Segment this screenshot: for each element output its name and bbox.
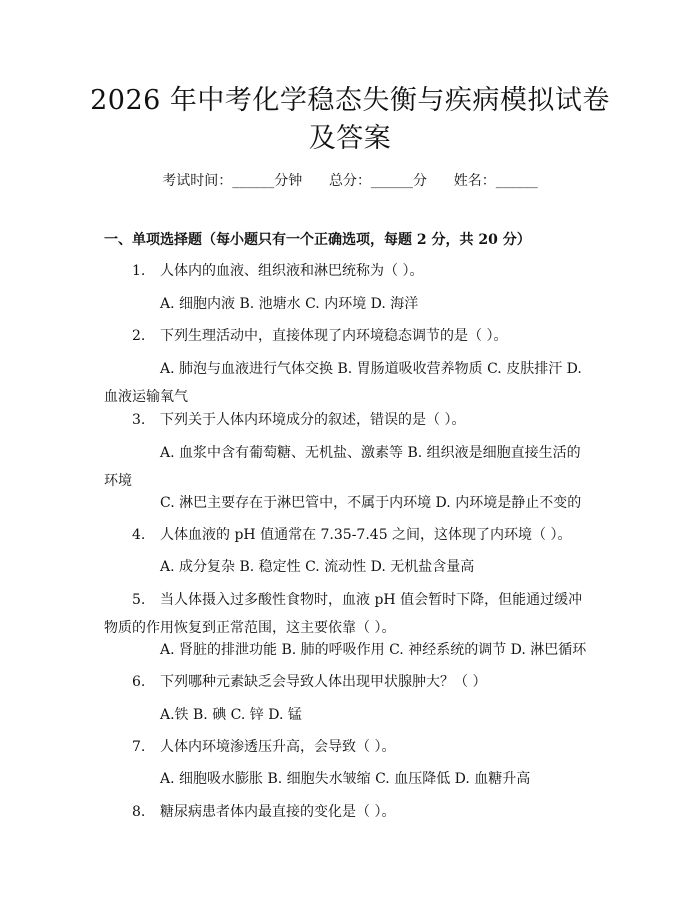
question-text: 下列关于人体内环境成分的叙述，错误的是（ ）。 xyxy=(160,412,466,428)
question-2-options: A. 肺泡与血液进行气体交换 B. 胃肠道吸收营养物质 C. 皮肤排汗 D. 血液运输氧气 xyxy=(104,361,582,405)
question-1-options: A. 细胞内液 B. 池塘水 C. 内环境 D. 海洋 xyxy=(160,296,419,312)
question-8 xyxy=(104,798,594,826)
question-text: 糖尿病患者体内最直接的变化是（ ）。 xyxy=(160,804,396,820)
question-3-options-b: C. 淋巴主要存在于淋巴管中，不属于内环境 D. 内环境是静止不变的 xyxy=(160,495,582,511)
question-number: 3. xyxy=(132,412,146,428)
question-4-options: A. 成分复杂 B. 稳定性 C. 流动性 D. 无机盐含量高 xyxy=(160,559,475,575)
total-score-field: 总分：______分 xyxy=(329,173,427,189)
section-heading: 一、单项选择题（每小题只有一个正确选项，每题 2 分，共 20 分） xyxy=(104,232,531,248)
question-text: 当人体摄入过多酸性食物时，血液 pH 值会暂时下降，但能通过缓冲物质的作用恢复到正常范围，这主要依靠（ ）。 xyxy=(104,592,583,636)
question-3-options-a: A. 血浆中含有葡萄糖、无机盐、激素等 B. 组织液是细胞直接生活的环境 xyxy=(104,445,581,489)
question-text: 人体内环境渗透压升高，会导致（ ）。 xyxy=(160,739,396,755)
question-7 xyxy=(104,733,594,761)
question-number: 1. xyxy=(132,263,146,279)
question-number: 7. xyxy=(132,739,146,755)
question-number: 5. xyxy=(132,592,146,608)
question-number: 2. xyxy=(132,328,146,344)
question-1 xyxy=(104,257,594,285)
question-number: 6. xyxy=(132,674,146,690)
question-number: 4. xyxy=(132,527,146,543)
question-text: 人体内的血液、组织液和淋巴统称为（ ）。 xyxy=(160,263,424,279)
question-3 xyxy=(104,406,594,434)
question-text: 下列哪种元素缺乏会导致人体出现甲状腺肿大？（ ） xyxy=(160,674,487,690)
exam-time-field: 考试时间：______分钟 xyxy=(162,173,303,189)
name-field: 姓名：______ xyxy=(453,173,538,189)
question-5 xyxy=(104,586,594,642)
question-4 xyxy=(104,521,594,549)
exam-meta xyxy=(0,170,700,190)
page-title: 2026 年中考化学稳态失衡与疾病模拟试卷及答案 xyxy=(90,85,610,154)
question-7-options: A. 细胞吸水膨胀 B. 细胞失水皱缩 C. 血压降低 D. 血糖升高 xyxy=(160,771,531,787)
question-text: 下列生理活动中，直接体现了内环境稳态调节的是（ ）。 xyxy=(160,328,508,344)
question-6-options: A.铁 B. 碘 C. 锌 D. 锰 xyxy=(160,707,302,723)
question-number: 8. xyxy=(132,804,146,820)
question-6 xyxy=(104,668,594,696)
question-text: 人体血液的 pH 值通常在 7.35-7.45 之间，这体现了内环境（ ）。 xyxy=(160,527,572,543)
question-5-options: A. 肾脏的排泄功能 B. 肺的呼吸作用 C. 神经系统的调节 D. 淋巴循环 xyxy=(160,642,587,658)
question-2 xyxy=(104,322,594,350)
